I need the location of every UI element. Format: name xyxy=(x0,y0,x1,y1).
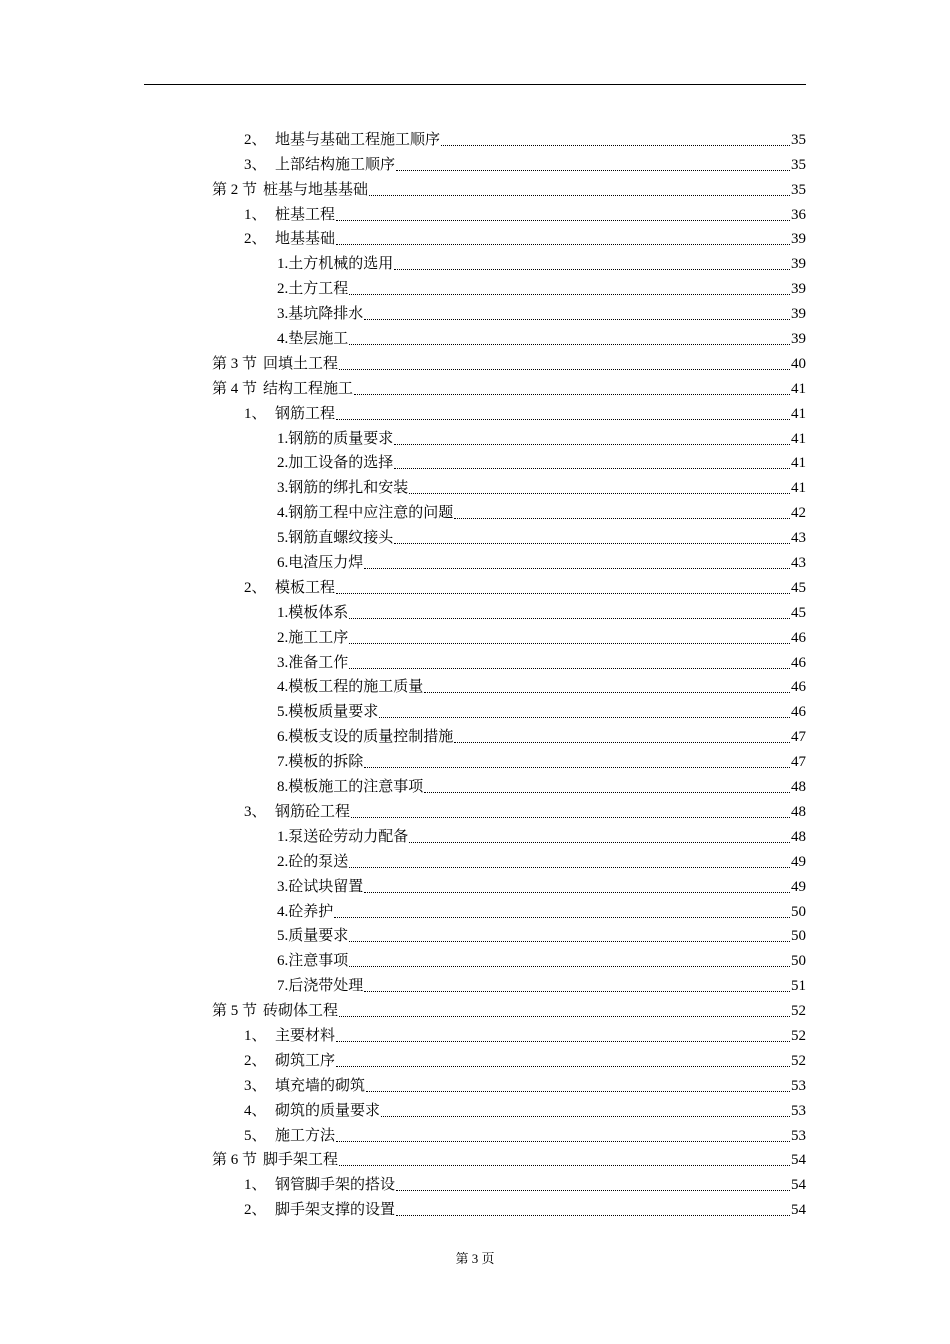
toc-page-number: 43 xyxy=(791,555,806,572)
toc-entry-title: 准备工作 xyxy=(288,654,349,671)
toc-entry[interactable] xyxy=(0,522,950,547)
toc-entry-title: 土方机械的选用 xyxy=(288,256,394,273)
toc-entry-title: 砌筑的质量要求 xyxy=(275,1102,381,1119)
toc-entry-number: 2. xyxy=(277,629,289,646)
toc-entry-number: 3. xyxy=(277,480,289,497)
toc-entry-title: 钢筋砼工程 xyxy=(275,803,351,820)
toc-entry-number: 2. xyxy=(277,281,289,298)
toc-dot-leader xyxy=(394,543,790,544)
toc-entry-number: 7. xyxy=(277,978,289,995)
toc-entry[interactable] xyxy=(0,1070,950,1095)
toc-entry[interactable] xyxy=(0,547,950,572)
toc-dot-leader xyxy=(394,269,790,270)
toc-page-number: 35 xyxy=(791,156,806,173)
toc-page-number: 54 xyxy=(791,1202,806,1219)
toc-entry-title: 泵送砼劳动力配备 xyxy=(288,828,409,845)
toc-entry[interactable] xyxy=(0,572,950,597)
toc-entry[interactable] xyxy=(0,597,950,622)
toc-entry-number: 1. xyxy=(277,430,289,447)
toc-page-number: 53 xyxy=(791,1077,806,1094)
toc-page-number: 39 xyxy=(791,306,806,323)
page-footer: 第 3 页 xyxy=(455,1251,495,1266)
toc-page-number: 35 xyxy=(791,131,806,148)
toc-entry[interactable] xyxy=(0,647,950,672)
toc-entry-number: 4. xyxy=(277,505,289,522)
toc-dot-leader xyxy=(394,444,790,445)
toc-entry-title: 脚手架支撑的设置 xyxy=(275,1202,396,1219)
toc-entry-number: 1、 xyxy=(244,206,267,223)
toc-entry[interactable] xyxy=(0,1194,950,1219)
toc-entry-title: 土方工程 xyxy=(288,281,349,298)
toc-entry-number: 5、 xyxy=(244,1127,267,1144)
toc-entry[interactable] xyxy=(0,448,950,473)
toc-dot-leader xyxy=(379,717,790,718)
toc-entry[interactable] xyxy=(0,224,950,249)
toc-entry-title: 砖砌体工程 xyxy=(263,1003,339,1020)
toc-dot-leader xyxy=(351,817,790,818)
toc-entry-title: 地基与基础工程施工顺序 xyxy=(275,131,441,148)
toc-page-number: 39 xyxy=(791,231,806,248)
toc-dot-leader xyxy=(454,742,790,743)
toc-entry[interactable] xyxy=(0,696,950,721)
toc-entry-title: 模板支设的质量控制措施 xyxy=(288,729,454,746)
toc-entry-title: 钢筋工程 xyxy=(275,405,336,422)
toc-dot-leader xyxy=(394,468,790,469)
toc-entry[interactable] xyxy=(0,1169,950,1194)
toc-entry-number: 2、 xyxy=(244,1052,267,1069)
toc-dot-leader xyxy=(424,792,790,793)
toc-page-number: 53 xyxy=(791,1102,806,1119)
toc-entry[interactable] xyxy=(0,921,950,946)
toc-dot-leader xyxy=(339,1165,790,1166)
toc-dot-leader xyxy=(424,692,790,693)
toc-dot-leader xyxy=(349,294,790,295)
toc-entry[interactable] xyxy=(0,821,950,846)
toc-entry-number: 6. xyxy=(277,729,289,746)
toc-entry[interactable] xyxy=(0,970,950,995)
toc-dot-leader xyxy=(381,1116,790,1117)
toc-entry-number: 2、 xyxy=(244,579,267,596)
toc-page-number: 42 xyxy=(791,505,806,522)
toc-page-number: 50 xyxy=(791,953,806,970)
toc-page-number: 39 xyxy=(791,331,806,348)
toc-entry[interactable] xyxy=(0,1145,950,1170)
toc-dot-leader xyxy=(339,369,790,370)
toc-page-number: 47 xyxy=(791,754,806,771)
toc-entry[interactable] xyxy=(0,622,950,647)
toc-entry-title: 填充墙的砌筑 xyxy=(275,1077,366,1094)
toc-entry-number: 3. xyxy=(277,306,289,323)
toc-entry-number: 1. xyxy=(277,604,289,621)
toc-entry-number: 2、 xyxy=(244,131,267,148)
toc-page-number: 41 xyxy=(791,380,806,397)
toc-entry-number: 1. xyxy=(277,828,289,845)
toc-page-number: 41 xyxy=(791,480,806,497)
table-of-contents xyxy=(0,124,950,1219)
toc-entry[interactable] xyxy=(0,174,950,199)
toc-page-number: 51 xyxy=(791,978,806,995)
toc-entry[interactable] xyxy=(0,672,950,697)
toc-entry-title: 脚手架工程 xyxy=(263,1152,339,1169)
toc-entry[interactable] xyxy=(0,746,950,771)
toc-entry-number: 4. xyxy=(277,903,289,920)
toc-entry-title: 模板的拆除 xyxy=(288,754,364,771)
toc-entry-title: 主要材料 xyxy=(275,1027,336,1044)
toc-entry-number: 1、 xyxy=(244,1177,267,1194)
toc-entry[interactable] xyxy=(0,896,950,921)
toc-dot-leader xyxy=(364,319,790,320)
toc-dot-leader xyxy=(454,518,790,519)
toc-entry[interactable] xyxy=(0,323,950,348)
toc-entry-number: 2. xyxy=(277,853,289,870)
toc-entry-title: 砼养护 xyxy=(288,903,334,920)
toc-entry-number: 2、 xyxy=(244,1202,267,1219)
toc-dot-leader xyxy=(364,991,790,992)
toc-page-number: 46 xyxy=(791,704,806,721)
toc-entry-number: 1. xyxy=(277,256,289,273)
toc-entry[interactable] xyxy=(0,373,950,398)
toc-entry-number: 4、 xyxy=(244,1102,267,1119)
toc-entry-title: 钢管脚手架的搭设 xyxy=(275,1177,396,1194)
toc-entry-title: 桩基工程 xyxy=(275,206,336,223)
toc-entry-title: 砌筑工序 xyxy=(275,1052,336,1069)
toc-entry-number: 3、 xyxy=(244,803,267,820)
toc-page-number: 36 xyxy=(791,206,806,223)
toc-entry-number: 6. xyxy=(277,953,289,970)
toc-entry[interactable] xyxy=(0,721,950,746)
toc-entry-number: 4. xyxy=(277,679,289,696)
toc-page-number: 39 xyxy=(791,256,806,273)
toc-entry[interactable] xyxy=(0,124,950,149)
toc-entry-title: 模板体系 xyxy=(288,604,349,621)
toc-entry-number: 3. xyxy=(277,654,289,671)
toc-entry[interactable] xyxy=(0,1020,950,1045)
toc-page-number: 49 xyxy=(791,878,806,895)
toc-entry[interactable] xyxy=(0,298,950,323)
toc-entry-number: 5. xyxy=(277,928,289,945)
toc-entry[interactable] xyxy=(0,348,950,373)
toc-page-number: 48 xyxy=(791,828,806,845)
toc-page-number: 48 xyxy=(791,779,806,796)
toc-entry[interactable] xyxy=(0,398,950,423)
toc-page-number: 52 xyxy=(791,1027,806,1044)
toc-entry-number: 5. xyxy=(277,530,289,547)
toc-dot-leader xyxy=(349,344,790,345)
toc-page-number: 41 xyxy=(791,405,806,422)
toc-entry[interactable] xyxy=(0,1095,950,1120)
toc-page-number: 45 xyxy=(791,604,806,621)
toc-entry-number: 4. xyxy=(277,331,289,348)
toc-dot-leader xyxy=(396,170,790,171)
toc-entry-title: 钢筋的绑扎和安装 xyxy=(288,480,409,497)
toc-entry[interactable] xyxy=(0,945,950,970)
toc-dot-leader xyxy=(364,767,790,768)
toc-dot-leader xyxy=(354,394,790,395)
toc-entry-number: 第 5 节 xyxy=(212,1003,258,1020)
toc-entry[interactable] xyxy=(0,423,950,448)
toc-entry-number: 1、 xyxy=(244,405,267,422)
toc-entry[interactable] xyxy=(0,248,950,273)
toc-entry-title: 砼的泵送 xyxy=(288,853,349,870)
toc-entry-title: 施工工序 xyxy=(288,629,349,646)
toc-page-number: 46 xyxy=(791,654,806,671)
toc-entry-number: 3、 xyxy=(244,1077,267,1094)
toc-entry[interactable] xyxy=(0,472,950,497)
toc-dot-leader xyxy=(336,220,790,221)
toc-entry-title: 注意事项 xyxy=(288,953,349,970)
toc-entry-title: 桩基与地基基础 xyxy=(263,181,369,198)
toc-page-number: 50 xyxy=(791,903,806,920)
toc-entry-title: 模板工程的施工质量 xyxy=(288,679,424,696)
toc-entry-title: 砼试块留置 xyxy=(288,878,364,895)
toc-dot-leader xyxy=(336,419,790,420)
toc-entry[interactable] xyxy=(0,796,950,821)
toc-entry[interactable] xyxy=(0,846,950,871)
toc-dot-leader xyxy=(349,643,790,644)
toc-entry-title: 加工设备的选择 xyxy=(288,455,394,472)
toc-entry-number: 第 6 节 xyxy=(212,1152,258,1169)
toc-page-number: 46 xyxy=(791,629,806,646)
toc-dot-leader xyxy=(336,1066,790,1067)
toc-page-number: 41 xyxy=(791,455,806,472)
toc-page-number: 50 xyxy=(791,928,806,945)
toc-dot-leader xyxy=(396,1190,790,1191)
toc-entry[interactable] xyxy=(0,149,950,174)
toc-page-number: 46 xyxy=(791,679,806,696)
toc-entry[interactable] xyxy=(0,1120,950,1145)
toc-entry-number: 第 2 节 xyxy=(212,181,258,198)
toc-entry-title: 模板工程 xyxy=(275,579,336,596)
toc-dot-leader xyxy=(409,842,790,843)
toc-entry-title: 垫层施工 xyxy=(288,331,349,348)
toc-page-number: 35 xyxy=(791,181,806,198)
toc-dot-leader xyxy=(364,568,790,569)
toc-entry-title: 回填土工程 xyxy=(263,355,339,372)
toc-dot-leader xyxy=(349,668,790,669)
toc-entry-number: 3、 xyxy=(244,156,267,173)
toc-entry-number: 8. xyxy=(277,779,289,796)
toc-dot-leader xyxy=(336,1041,790,1042)
toc-entry[interactable] xyxy=(0,771,950,796)
toc-dot-leader xyxy=(336,593,790,594)
toc-entry-title: 模板质量要求 xyxy=(288,704,379,721)
toc-page-number: 47 xyxy=(791,729,806,746)
toc-entry[interactable] xyxy=(0,995,950,1020)
toc-dot-leader xyxy=(349,867,790,868)
toc-dot-leader xyxy=(349,618,790,619)
toc-page-number: 48 xyxy=(791,803,806,820)
toc-dot-leader xyxy=(366,1091,790,1092)
toc-entry-number: 5. xyxy=(277,704,289,721)
toc-entry[interactable] xyxy=(0,273,950,298)
toc-entry[interactable] xyxy=(0,1045,950,1070)
toc-dot-leader xyxy=(364,892,790,893)
toc-page-number: 45 xyxy=(791,579,806,596)
toc-entry-number: 第 4 节 xyxy=(212,380,258,397)
toc-page-number: 41 xyxy=(791,430,806,447)
toc-entry-title: 施工方法 xyxy=(275,1127,336,1144)
toc-dot-leader xyxy=(349,941,790,942)
toc-entry-title: 基坑降排水 xyxy=(288,306,364,323)
toc-entry-title: 钢筋工程中应注意的问题 xyxy=(288,505,454,522)
toc-page-number: 54 xyxy=(791,1177,806,1194)
toc-entry-number: 7. xyxy=(277,754,289,771)
toc-entry-title: 钢筋直螺纹接头 xyxy=(288,530,394,547)
toc-entry-title: 后浇带处理 xyxy=(288,978,364,995)
toc-entry[interactable] xyxy=(0,871,950,896)
toc-page-number: 52 xyxy=(791,1052,806,1069)
toc-dot-leader xyxy=(441,145,790,146)
toc-dot-leader xyxy=(336,1141,790,1142)
toc-page-number: 39 xyxy=(791,281,806,298)
toc-entry-title: 钢筋的质量要求 xyxy=(288,430,394,447)
toc-dot-leader xyxy=(396,1215,790,1216)
toc-page-number: 43 xyxy=(791,530,806,547)
toc-entry-number: 2. xyxy=(277,455,289,472)
toc-entry-title: 地基基础 xyxy=(275,231,336,248)
toc-entry-title: 电渣压力焊 xyxy=(288,555,364,572)
toc-entry-title: 上部结构施工顺序 xyxy=(275,156,396,173)
toc-entry-title: 结构工程施工 xyxy=(263,380,354,397)
toc-entry-number: 第 3 节 xyxy=(212,355,258,372)
toc-dot-leader xyxy=(334,917,790,918)
toc-entry-number: 3. xyxy=(277,878,289,895)
toc-dot-leader xyxy=(349,966,790,967)
toc-page-number: 52 xyxy=(791,1003,806,1020)
toc-page-number: 53 xyxy=(791,1127,806,1144)
toc-entry-title: 质量要求 xyxy=(288,928,349,945)
toc-entry-title: 模板施工的注意事项 xyxy=(288,779,424,796)
toc-dot-leader xyxy=(339,1016,790,1017)
toc-dot-leader xyxy=(336,244,790,245)
toc-dot-leader xyxy=(369,195,790,196)
toc-entry[interactable] xyxy=(0,497,950,522)
toc-entry-number: 6. xyxy=(277,555,289,572)
toc-entry-number: 1、 xyxy=(244,1027,267,1044)
toc-dot-leader xyxy=(409,493,790,494)
toc-page-number: 49 xyxy=(791,853,806,870)
toc-entry[interactable] xyxy=(0,199,950,224)
header-rule xyxy=(144,84,806,85)
toc-entry-number: 2、 xyxy=(244,231,267,248)
toc-page-number: 54 xyxy=(791,1152,806,1169)
toc-page-number: 40 xyxy=(791,355,806,372)
